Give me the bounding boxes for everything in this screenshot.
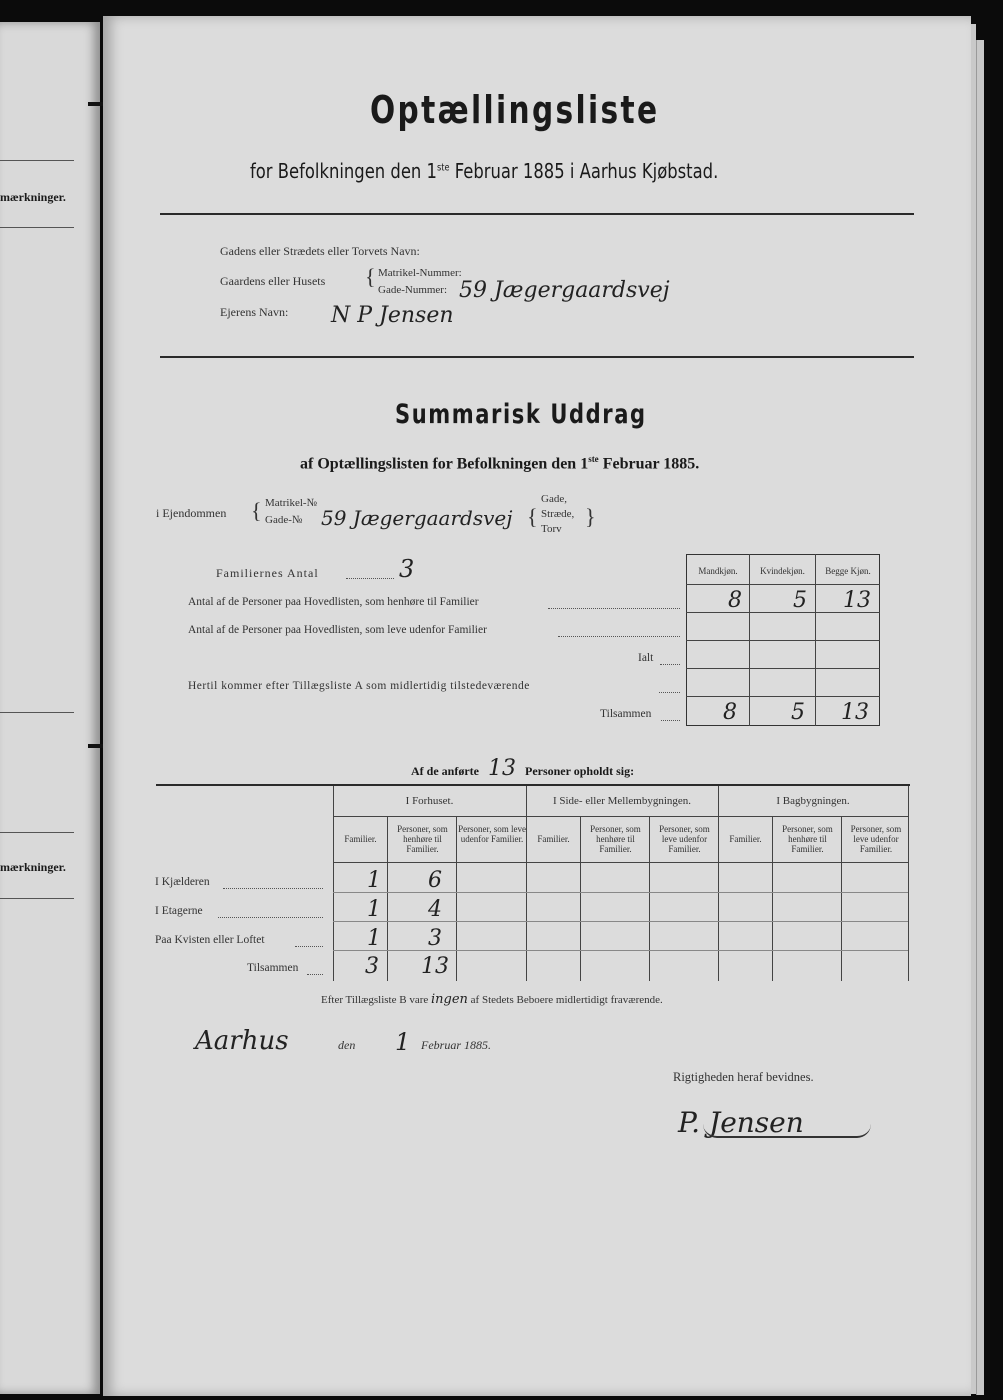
month-year: Februar 1885. [421,1038,491,1052]
left-facing-page [0,22,100,1394]
table-rule [686,668,880,669]
col-header-male: Mandkjøn. [698,566,738,576]
column-divider [772,816,773,981]
residence-row-label: Tilsammen [247,962,299,974]
gade-no-label: Gade-№ [265,514,303,526]
summary-heading: Summarisk Uddrag [395,399,647,430]
residence-persons: 4 [428,897,442,922]
street-type-torv: Torv [541,523,562,535]
gade-value: 59 Jægergaardsvej [459,278,670,303]
subcol-header: Personer, som leve udenfor Familier. [850,824,902,854]
footnote-value: ingen [431,992,468,1007]
group-header-side: I Side- eller Mellembygningen. [552,795,692,807]
page-title: Optællingsliste [370,88,660,132]
residence-families: 1 [367,897,381,922]
summary-row-label: Antal af de Personer paa Hovedlisten, som henhøre til Familier [188,596,479,608]
column-divider [649,816,650,981]
column-divider [387,816,388,981]
residence-row-label: Paa Kvisten eller Loftet [155,934,265,946]
col-header-both: Begge Kjøn. [825,566,871,576]
owner-label: Ejerens Navn: [220,305,289,319]
property-label: i Ejendommen [156,506,227,520]
residence-persons: 3 [428,926,442,951]
street-label: Gadens eller Strædets eller Torvets Navn: [220,244,420,258]
leader-dots [558,636,680,637]
summary-row-label: Tilsammen [600,708,652,720]
summary-row-label: Hertil kommer efter Tillægsliste A som midlertidig tilstedeværende [188,680,530,692]
column-divider [580,816,581,981]
group-header-bag: I Bagbygningen. [776,795,850,807]
leader-dots [661,720,680,721]
page-subtitle [250,159,718,183]
signature: P. Jensen [678,1106,804,1139]
summary-row-label: Ialt [638,652,654,664]
street-type-straede: Stræde, [541,508,575,520]
table-rule [686,640,880,641]
leader-dots [548,608,680,609]
residence-families: 1 [367,868,381,893]
summary-value: 13 [843,588,871,613]
families-value: 3 [399,555,415,583]
brace: } [585,504,596,529]
den-label: den [338,1038,356,1052]
subcol-header: Familier. [537,834,570,844]
brace: { [365,264,376,289]
leader-dots [307,974,323,975]
footnote-text: af Stedets Beboere midlertidigt fraværende. [470,994,663,1006]
header-rule [160,213,914,215]
intro-text: Af de anførte [411,764,479,778]
leader-dots [660,664,680,665]
table-rule [333,816,908,817]
matrikel-label: Matrikel-Nummer: [378,267,462,279]
section-rule [156,784,910,786]
divider [0,160,74,161]
house-label: Gaardens eller Husets [220,274,326,288]
intro-value: 13 [487,756,516,781]
divider [0,712,74,713]
summary-value: 13 [841,700,869,725]
summary-value: 5 [793,588,807,613]
divider [0,227,74,228]
subtitle-text: for Befolkningen den 1 [250,159,437,183]
summary-subheading [300,454,699,473]
table-rule [686,584,880,585]
footnote [321,992,663,1007]
column-divider [908,786,909,981]
day-value: 1 [395,1028,411,1056]
residence-persons: 13 [421,954,449,979]
signature-flourish [703,1124,871,1138]
table-rule [686,696,880,697]
owner-value: N P Jensen [331,303,454,328]
page-edge [976,40,984,1395]
summary-row-label: Antal af de Personer paa Hovedlisten, som leve udenfor Familier [188,624,487,636]
place-value: Aarhus [195,1026,289,1056]
table-rule [333,892,908,893]
table-rule [333,862,908,863]
column-divider [456,816,457,981]
divider [0,832,74,833]
divider [0,898,74,899]
leader-dots [659,692,680,693]
residence-intro [411,756,634,781]
street-type-gade: Gade, [541,493,567,505]
group-header-forhuset: I Forhuset. [405,795,454,807]
footnote-text: Efter Tillægsliste B vare [321,994,429,1006]
residence-families: 1 [367,926,381,951]
property-gade-value: 59 Jægergaardsvej [321,506,513,530]
column-divider [841,816,842,981]
left-page-label: mærkninger. [0,190,66,204]
summary-value: 8 [728,588,742,613]
section-rule [160,356,914,358]
subcol-header: Personer, som henhøre til Familier. [782,824,833,854]
subcol-header: Personer, som leve udenfor Familier. [458,824,526,844]
residence-families: 3 [365,954,379,979]
leader-dots [346,578,394,579]
superscript: ste [436,162,450,174]
left-page-label: mærkninger. [0,860,66,874]
subcol-header: Personer, som henhøre til Familier. [590,824,641,854]
matrikel-no-label: Matrikel-№ [265,497,318,509]
brace: { [527,504,538,529]
subcol-header: Familier. [344,834,377,844]
subcol-header: Personer, som henhøre til Familier. [397,824,448,854]
subheading-text: af Optællingslisten for Befolkningen den 1 [300,455,589,473]
residence-persons: 6 [428,868,442,893]
attest-text: Rigtigheden heraf bevidnes. [673,1070,814,1084]
gade-label: Gade-Nummer: [378,284,448,296]
subheading-text: Februar 1885. [598,455,700,473]
leader-dots [223,888,323,889]
intro-text: Personer opholdt sig: [524,764,635,778]
summary-value: 5 [791,700,805,725]
subcol-header: Personer, som leve udenfor Familier. [659,824,710,854]
residence-row-label: I Etagerne [155,905,203,917]
leader-dots [295,946,323,947]
table-rule [333,950,908,951]
brace: { [251,498,262,523]
superscript: ste [588,454,599,464]
subtitle-text: Februar 1885 i Aarhus Kjøbstad. [449,159,719,183]
col-header-female: Kvindekjøn. [760,566,805,576]
table-rule [333,921,908,922]
families-label: Familiernes Antal [216,566,319,580]
residence-row-label: I Kjælderen [155,876,210,888]
leader-dots [218,917,323,918]
subcol-header: Familier. [729,834,762,844]
summary-value: 8 [723,700,737,725]
census-form-page [103,16,971,1396]
